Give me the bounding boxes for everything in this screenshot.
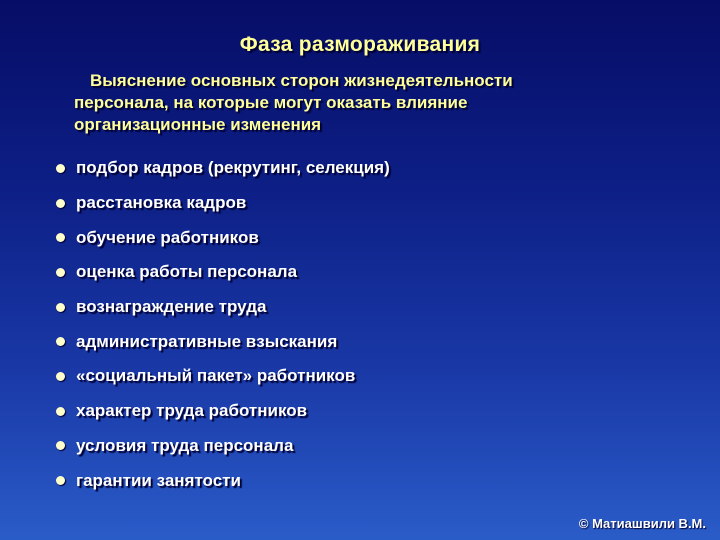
bullet-item bbox=[56, 359, 390, 394]
bullet-text: характер труда работников bbox=[76, 401, 308, 421]
bullet-item bbox=[56, 290, 390, 325]
bullet-text: гарантии занятости bbox=[76, 470, 241, 490]
bullet-item bbox=[56, 186, 390, 221]
bullet-dot-icon bbox=[56, 337, 65, 346]
bullet-text: оценка работы персонала bbox=[76, 262, 298, 282]
intro-line: организационные изменения bbox=[74, 115, 322, 134]
bullet-item bbox=[56, 220, 390, 255]
bullet-text: «социальный пакет» работников bbox=[76, 366, 356, 386]
bullet-dot-icon bbox=[56, 372, 65, 381]
bullet-item bbox=[56, 151, 390, 186]
bullet-text: административные взыскания bbox=[76, 331, 338, 351]
intro-text bbox=[74, 70, 634, 136]
slide-title: Фаза размораживания bbox=[239, 33, 481, 56]
bullet-text: условия труда персонала bbox=[76, 435, 294, 455]
bullet-dot-icon bbox=[56, 268, 65, 277]
bullet-dot-icon bbox=[56, 407, 65, 416]
bullet-item bbox=[56, 463, 390, 498]
bullet-dot-icon bbox=[56, 199, 65, 208]
bullet-dot-icon bbox=[56, 476, 65, 485]
bullet-dot-icon bbox=[56, 164, 65, 173]
bullet-item bbox=[56, 255, 390, 290]
bullet-dot-icon bbox=[56, 303, 65, 312]
bullet-text: вознаграждение труда bbox=[76, 297, 267, 317]
bullet-text: подбор кадров (рекрутинг, селекция) bbox=[76, 158, 390, 178]
bullet-dot-icon bbox=[56, 233, 65, 242]
bullet-item bbox=[56, 429, 390, 464]
copyright-text: © Матиашвили В.М. bbox=[578, 516, 706, 531]
bullet-item bbox=[56, 324, 390, 359]
intro-line: персонала, на которые могут оказать влияние bbox=[74, 93, 468, 112]
bullet-list bbox=[56, 151, 390, 498]
bullet-text: расстановка кадров bbox=[76, 193, 247, 213]
bullet-text: обучение работников bbox=[76, 227, 259, 247]
bullet-dot-icon bbox=[56, 441, 65, 450]
intro-line: Выяснение основных сторон жизнедеятельности bbox=[90, 71, 513, 90]
bullet-item bbox=[56, 394, 390, 429]
